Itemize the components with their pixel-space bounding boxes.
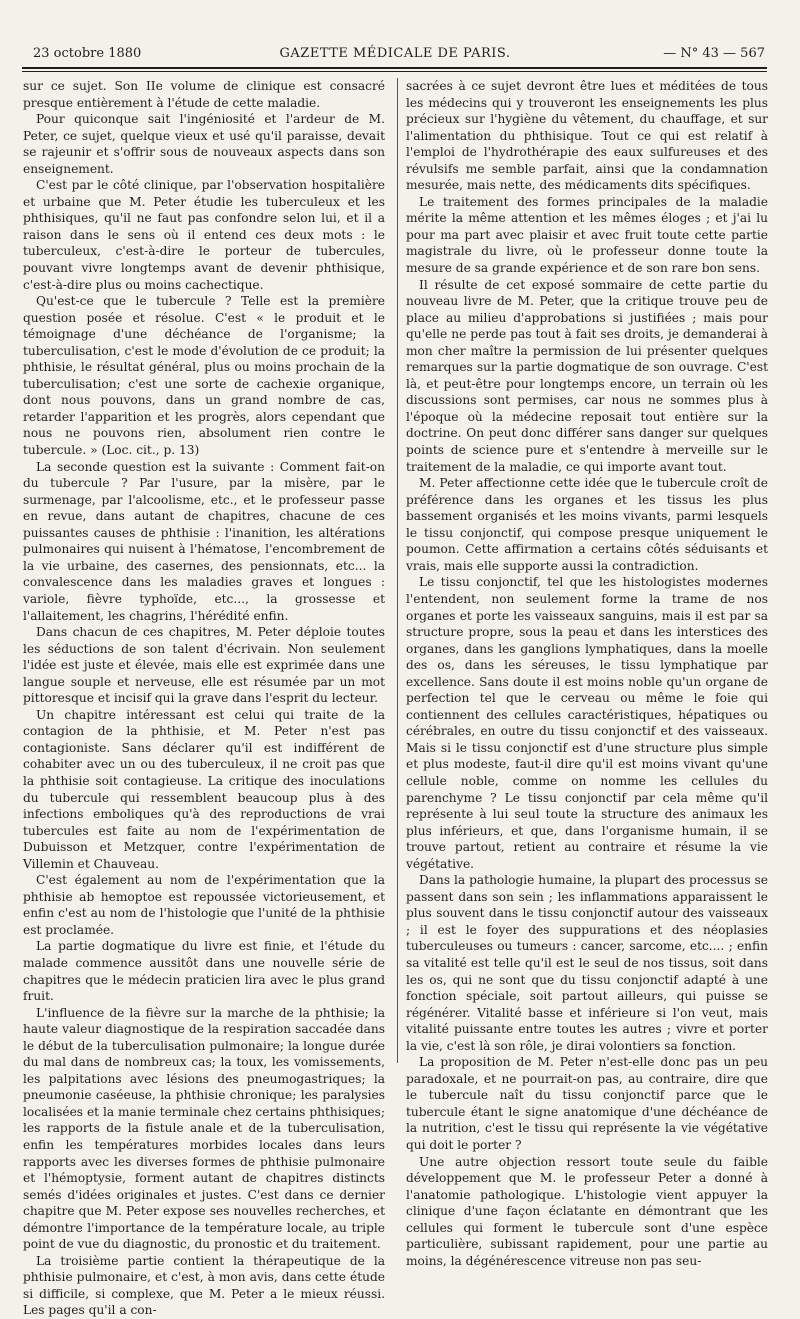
paragraph: L'influence de la fièvre sur la marche de la phthisie; la haute valeur diagnostique de la respiration saccadée dans le début de la tuberculisation pulmonaire; la longue durée du mal dans de nombreux cas; la toux, les vomissements, les palpitations avec lésions des pneumogastriques; la pneumonie caséeuse, la phthisie chronique; les paralysies localisées et la manie terminale chez certains phthisiques; les rapports de la fistule anale et de la tuberculisation, enfin les températures morbides locales dans leurs rapports avec les diverses formes de phthisie pulmonaire et l'hémoptysie, forment autant de chapitres distincts semés d'idées originales et justes. C'est dans ce dernier chapitre que M. Peter expose ses nouvelles recherches, et démontre l'importance de la température locale, au triple point de vue du diagnostic, du pronostic et du traitement. [23, 1005, 385, 1252]
page-header [25, 44, 765, 64]
paragraph: Il résulte de cet exposé sommaire de cette partie du nouveau livre de M. Peter, que la critique trouve peu de place au milieu d'approbations si justifiées ; mais pour qu'elle ne perde pas tout à fait ses droits, je demanderai à mon cher maître la permission de lui présenter quelques remarques sur la partie dogmatique de son ouvrage. C'est là, et peut-être pour longtemps encore, un terrain où les discussions sont permises, car nous ne sommes plus à l'époque où la médecine reposait tout entière sur la doctrine. On peut donc différer sans danger sur quelques points de science pure et s'entendre à merveille sur le traitement de la maladie, ce qui importe avant tout. [406, 277, 768, 474]
paragraph: La seconde question est la suivante : Comment fait-on du tubercule ? Par l'usure, par la misère, par le surmenage, par l'alcoolisme, etc., et le professeur passe en revue, dans autant de chapitres, chacune de ces puissantes causes de phthisie : l'inanition, les altérations pulmonaires qui nuisent à l'hématose, l'encombrement de la vie urbaine, des casernes, des pensionnats, etc... la convalescence dans les maladies graves et longues : variole, fièvre typhoïde, etc..., la grossesse et l'allaitement, les chagrins, l'hérédité enfin. [23, 459, 385, 623]
header-rule-thin [22, 71, 767, 72]
paragraph: La partie dogmatique du livre est finie, et l'étude du malade commence aussitôt dans une nouvelle série de chapitres que le médecin praticien lira avec le plus grand fruit. [23, 939, 385, 1004]
paragraph: sur ce sujet. Son IIe volume de clinique est consacré presque entièrement à l'étude de cette maladie. [23, 79, 385, 110]
paragraph: Dans la pathologie humaine, la plupart des processus se passent dans son sein ; les inflammations apparaissent le plus souvent dans le tissu conjonctif autour des vaisseaux ; il est le foyer des suppurations et des néoplasies tuberculeuses ou tumeurs : cancer, sarcome, etc.... ; enfin sa vitalité est telle qu'il est le seul de nos tissus, soit dans les os, qui ne sont que du tissu conjonctif adapté à une fonction spéciale, soit partout ailleurs, qui puisse se régénérer. Vitalité basse et inférieure si l'on veut, mais vitalité puissante entre toutes les autres ; vivre et porter la vie, c'est là son rôle, je dirai volontiers sa fonction. [406, 873, 768, 1053]
paragraph: Pour quiconque sait l'ingéniosité et l'ardeur de M. Peter, ce sujet, quelque vieux et usé qu'il paraisse, devait se rajeunir et s'offrir sous de nouveaux aspects dans son enseignement. [23, 112, 385, 176]
issue-page-number: — N° 43 — 567 [663, 46, 765, 61]
paragraph: C'est également au nom de l'expérimentation que la phthisie ab hemoptoe est repoussée victorieusement, et enfin c'est au nom de l'histologie que l'unité de la phthisie est proclamée. [23, 873, 385, 937]
paragraph: La troisième partie contient la thérapeutique de la phthisie pulmonaire, et c'est, à mon avis, dans cette étude si difficile, si complexe, que M. Peter a le mieux réussi. Les pages qu'il a con- [23, 1253, 385, 1318]
paragraph: Une autre objection ressort toute seule du faible développement que M. le professeur Peter a donné à l'anatomie pathologique. L'histologie vient appuyer la clinique d'une façon éclatante en démontrant que les cellules qui forment le tubercule sont d'une espèce particulière, subissant rapidement, pour une partie au moins, la dégénérescence vitreuse non pas seu- [406, 1154, 768, 1268]
left-column [23, 78, 385, 1318]
paragraph: La proposition de M. Peter n'est-elle donc pas un peu paradoxale, et ne pourrait-on pas, au contraire, dire que le tubercule naît du tissu conjonctif parce que le tubercule étant le signe anatomique d'une déchéance de la nutrition, c'est le tissu qui représente la vie végétative qui doit le porter ? [406, 1055, 768, 1152]
paragraph: sacrées à ce sujet devront être lues et méditées de tous les médecins qui y trouveront les enseignements les plus précieux sur l'hygiène du vêtement, du chauffage, et sur l'alimentation du phthisique. Tout ce qui est relatif à l'emploi de l'hydrothérapie des eaux sulfureuses et des révulsifs me semble parfait, ainsi que la condamnation mesurée, mais nette, des médicaments dits spécifiques. [406, 79, 768, 193]
paragraph: Le tissu conjonctif, tel que les histologistes modernes l'entendent, non seulement forme la trame de nos organes et porte les vaisseaux sanguins, mais il est par sa structure propre, sous la peau et dans les interstices des organes, dans les ganglions lymphatiques, dans la moelle des os, dans les séreuses, le tissu lymphatique par excellence. Sans doute il est moins noble qu'un organe de perfection tel que le cerveau ou même le foie qui contiennent des cellules caractéristiques, hépatiques ou cérébrales, en outre du tissu conjonctif et des vaisseaux. Mais si le tissu conjonctif est d'une structure plus simple et plus modeste, faut-il dire qu'il est moins vivant qu'une cellule noble, comme on nomme les cellules du parenchyme ? Le tissu conjonctif par cela même qu'il représente à lui seul toute la structure des animaux les plus inférieurs, et que, dans l'organisme humain, il se trouve partout, retient au contraire et résume la vie végétative. [406, 575, 768, 871]
paragraph: Dans chacun de ces chapitres, M. Peter déploie toutes les séductions de son talent d'écrivain. Non seulement l'idée est juste et élevée, mais elle est exprimée dans une langue souple et nerveuse, elle est résumée par un mot pittoresque et incisif qui la grave dans l'esprit du lecteur. [23, 625, 385, 706]
right-column [406, 78, 768, 1268]
paragraph: Un chapitre intéressant est celui qui traite de la contagion de la phthisie, et M. Peter n'est pas contagioniste. Sans déclarer qu'il est indifférent de cohabiter avec un ou des tuberculeux, il ne croit pas que la phthisie soit contagieuse. La critique des inoculations du tubercule qui ressemblent beaucoup plus à des infections emboliques qu'à des reproductions de vrai tubercules est faite au nom de l'expérimentation de Dubuisson et Metzquer, contre l'expérimentation de Villemin et Chauveau. [23, 707, 385, 871]
paragraph: Qu'est-ce que le tubercule ? Telle est la première question posée et résolue. C'est « le produit et le témoignage d'une déchéance de l'organisme; la tuberculisation, c'est le mode d'évolution de ce produit; la phthisie, le résultat général, plus ou moins prochain de la tuberculisation; c'est une sorte de cachexie organique, dont nous pouvons, dans un grand nombre de cas, retarder l'apparition et les progrès, alors cependant que nous ne pouvons rien, absolument rien contre le tubercule. » (Loc. cit., p. 13) [23, 294, 385, 458]
paragraph: M. Peter affectionne cette idée que le tubercule croît de préférence dans les organes et les tissus les plus bassement organisés et les moins vivants, parmi lesquels le tissu conjonctif, qui compose presque uniquement le poumon. Cette affirmation a certains côtés séduisants et vrais, mais elle supporte aussi la contradiction. [406, 476, 768, 573]
paragraph: Le traitement des formes principales de la maladie mérite la même attention et les mêmes éloges ; et j'ai lu pour ma part avec plaisir et avec fruit toute cette partie magistrale du livre, où le professeur donne toute la mesure de sa grande expérience et de son rare bon sens. [406, 194, 768, 276]
paragraph: C'est par le côté clinique, par l'observation hospitalière et urbaine que M. Peter étudie les tuberculeux et les phthisiques, qu'il ne faut pas confondre selon lui, et il a raison dans le sens où il entend ces deux mots : le tuberculeux, c'est-à-dire le porteur de tubercules, pouvant vivre longtemps avant de devenir phthisique, c'est-à-dire plus ou moins cachectique. [23, 178, 385, 292]
header-rule-thick [22, 67, 767, 69]
journal-title: GAZETTE MÉDICALE DE PARIS. [279, 46, 511, 61]
issue-date: 23 octobre 1880 [33, 46, 142, 61]
column-divider [397, 78, 398, 1063]
